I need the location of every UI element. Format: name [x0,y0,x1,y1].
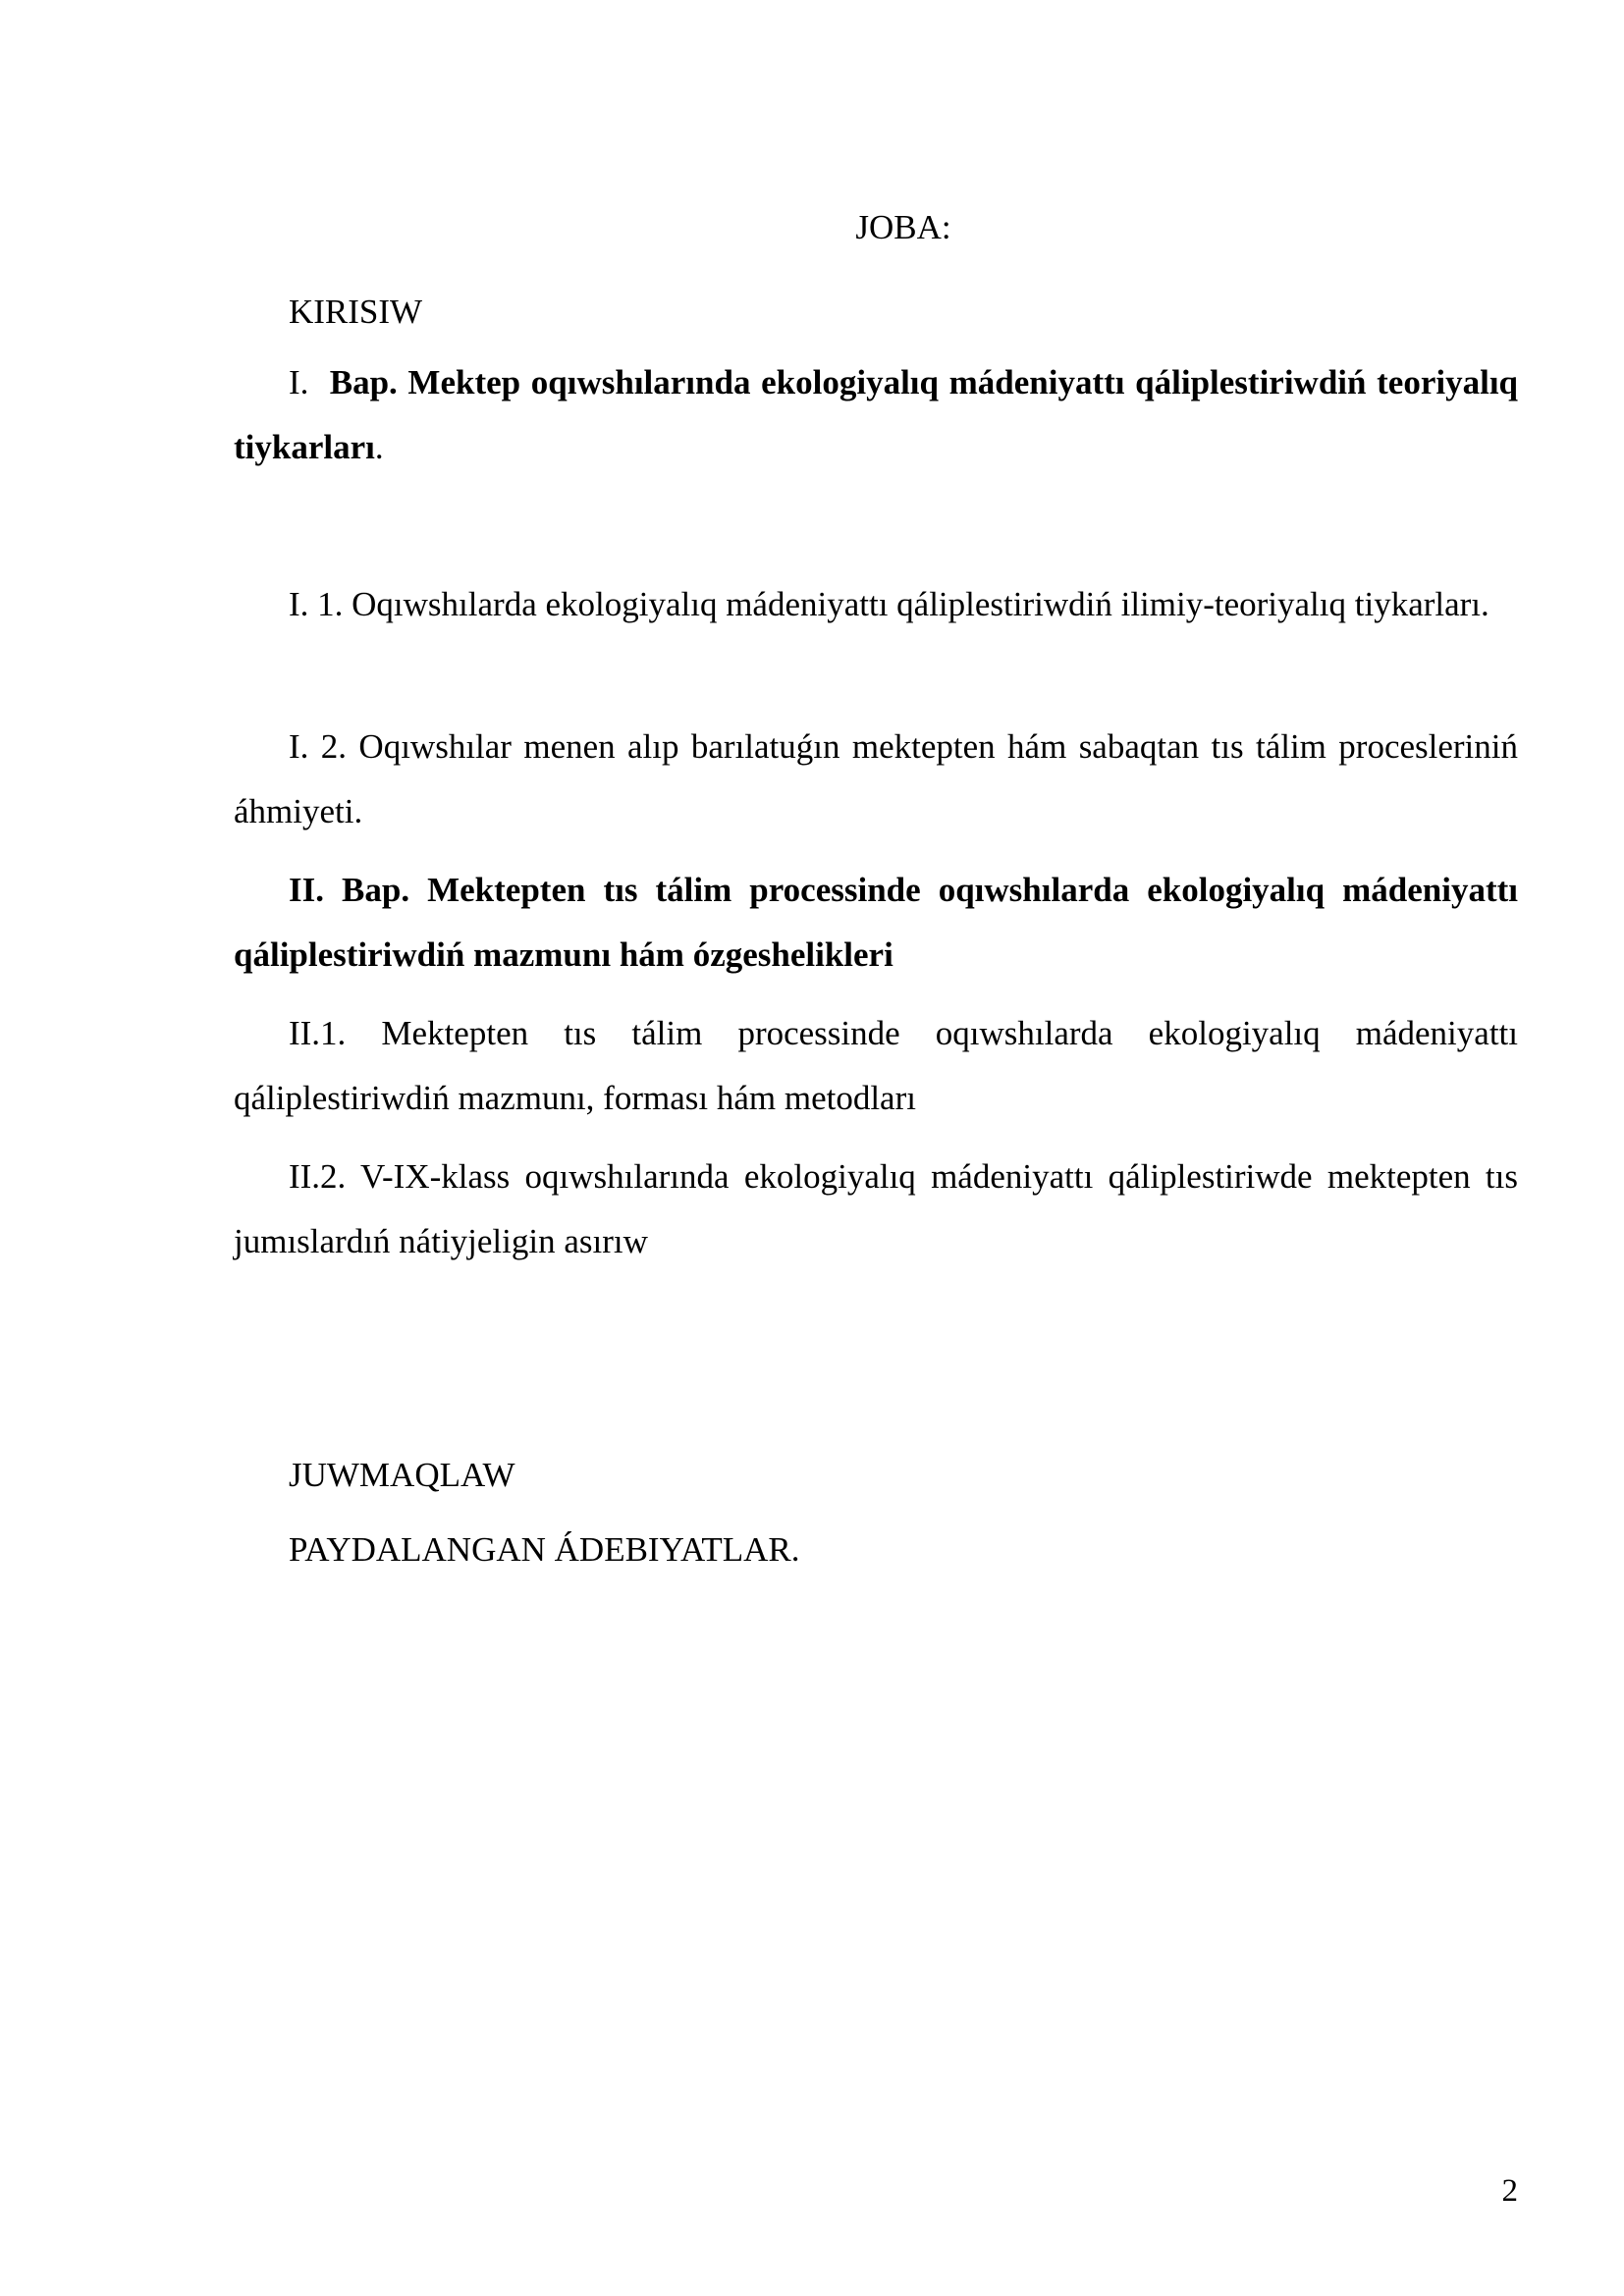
toc-item-section-2-2: II.2. V-IX-klass oqıwshılarında ekologiyalıq mádeniyattı qáliplestiriwde mektepten tıs jumıslardıń nátiyjeligin asırıw [234,1157,1518,1260]
toc-item-section-1-2: I. 2. Oqıwshılar menen alıp barılatuǵın mektepten hám sabaqtan tıs tálim procesleriniń áhmiyeti. [234,727,1518,830]
toc-item-references: PAYDALANGAN ÁDEBIYATLAR. [289,1530,800,1569]
toc-item-section-1-1: I. 1. Oqıwshılarda ekologiyalıq mádeniyattı qáliplestiriwdiń ilimiy-teoriyalıq tiykarları. [289,585,1489,623]
chapter-1-end: . [374,428,384,466]
toc-item-intro: KIRISIW [289,293,423,331]
toc-item-chapter-2: II. Bap. Mektepten tıs tálim processinde oqıwshılarda ekologiyalıq mádeniyattı qáliplestiriwdiń mazmunı hám ózgeshelikleri [234,871,1518,974]
toc-item-conclusion: JUWMAQLAW [289,1456,515,1494]
page-title: JOBA: [855,208,951,246]
chapter-1-title: Bap. Mektep oqıwshılarında ekologiyalıq mádeniyattı qáliplestiriwdiń teoriyalıq tiykarları [234,363,1519,466]
chapter-1-number: I. [289,363,309,401]
toc-item-chapter-1 [234,350,1518,480]
page-number: 2 [1501,2173,1518,2209]
toc-item-section-2-1: II.1. Mektepten tıs tálim processinde oqıwshılarda ekologiyalıq mádeniyattı qáliplestiriwdiń mazmunı, forması hám metodları [234,1014,1518,1117]
